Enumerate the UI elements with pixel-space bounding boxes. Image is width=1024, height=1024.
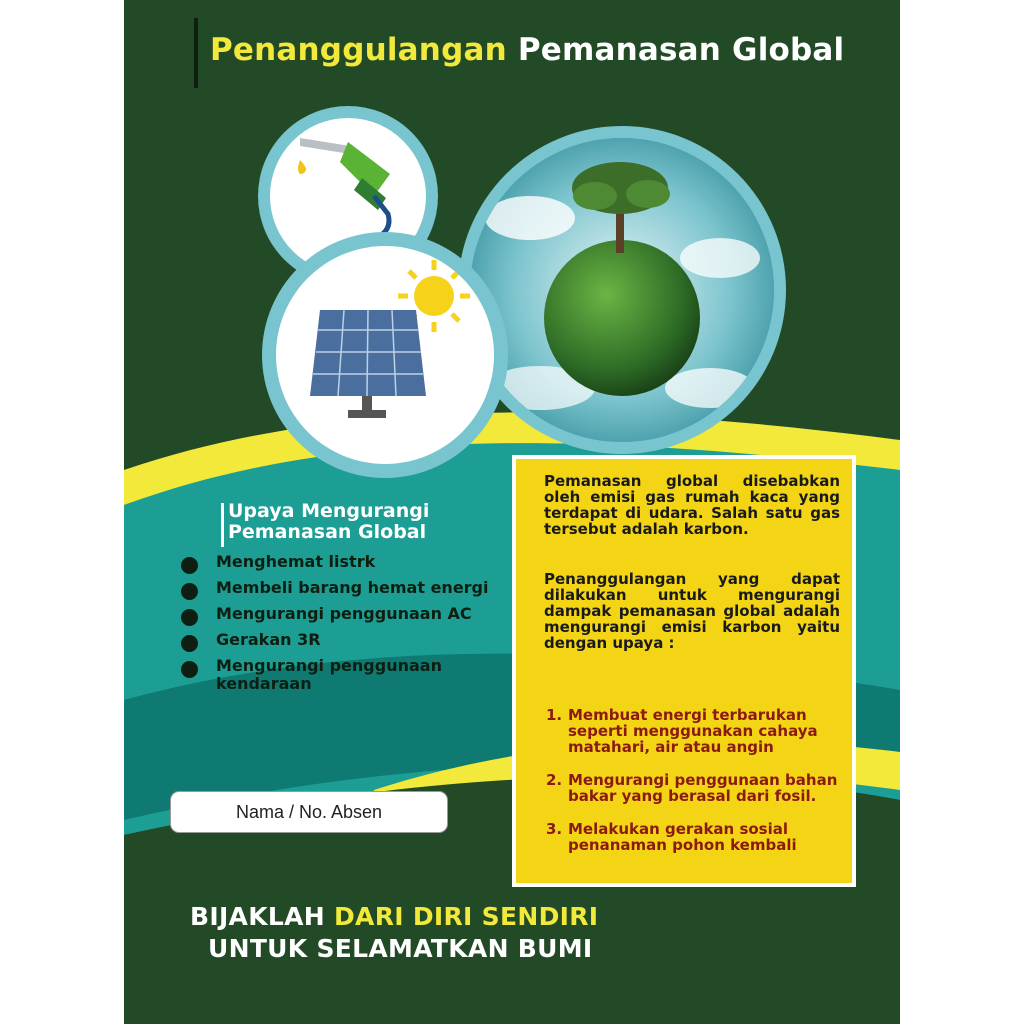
upaya-accent-bar — [221, 503, 224, 547]
info-box — [512, 455, 856, 887]
title-part-1: Penanggulangan — [210, 32, 507, 68]
step-item: 1. Membuat energi terbarukan seperti menggunakan cahaya matahari, air atau angin — [546, 706, 818, 756]
solar-image — [276, 246, 494, 464]
name-field[interactable] — [170, 791, 448, 833]
bullet-icon — [181, 609, 198, 626]
earth-image — [470, 138, 774, 442]
slogan-line-1 — [190, 902, 598, 931]
title-accent-bar — [194, 18, 198, 88]
slogan-yellow: DARI DIRI SENDIRI — [334, 902, 599, 931]
title-part-2: Pemanasan Global — [517, 32, 845, 68]
bullet-icon — [181, 583, 198, 600]
list-item: Mengurangi penggunaan kendaraan — [178, 657, 508, 693]
slogan-line-2: UNTUK SELAMATKAN BUMI — [208, 934, 593, 963]
list-item: Mengurangi penggunaan AC — [178, 605, 508, 623]
bullet-icon — [181, 557, 198, 574]
name-label: Nama / No. Absen — [235, 801, 383, 822]
solar-circle-ring — [262, 232, 508, 478]
earth-circle-ring — [458, 126, 786, 454]
list-item: Gerakan 3R — [178, 631, 508, 649]
bullet-icon — [181, 661, 198, 678]
upaya-heading: Upaya Mengurangi Pemanasan Global — [228, 500, 430, 543]
list-item: Menghemat listrk — [178, 553, 508, 571]
poster — [124, 0, 900, 1024]
slogan-white: BIJAKLAH — [190, 902, 325, 931]
info-paragraph-1: Pemanasan global disebabkan oleh emisi gas rumah kaca yang terdapat di udara. Salah satu gas tersebut adalah karbon. — [544, 472, 840, 538]
step-item: 2. Mengurangi penggunaan bahan bakar yang berasal dari fosil. — [546, 771, 838, 805]
earth-tree-icon — [470, 138, 774, 442]
steps-list — [546, 707, 846, 870]
solar-panel-icon — [276, 246, 494, 464]
upaya-list — [178, 553, 508, 701]
bullet-icon — [181, 635, 198, 652]
step-item: 3. Melakukan gerakan sosial penanaman pohon kembali — [546, 820, 797, 854]
page-title — [210, 32, 844, 68]
info-paragraph-2: Penanggulangan yang dapat dilakukan untuk mengurangi dampak pemanasan global adalah mengurangi emisi karbon yaitu dengan upaya : — [544, 570, 840, 652]
list-item: Membeli barang hemat energi — [178, 579, 508, 597]
